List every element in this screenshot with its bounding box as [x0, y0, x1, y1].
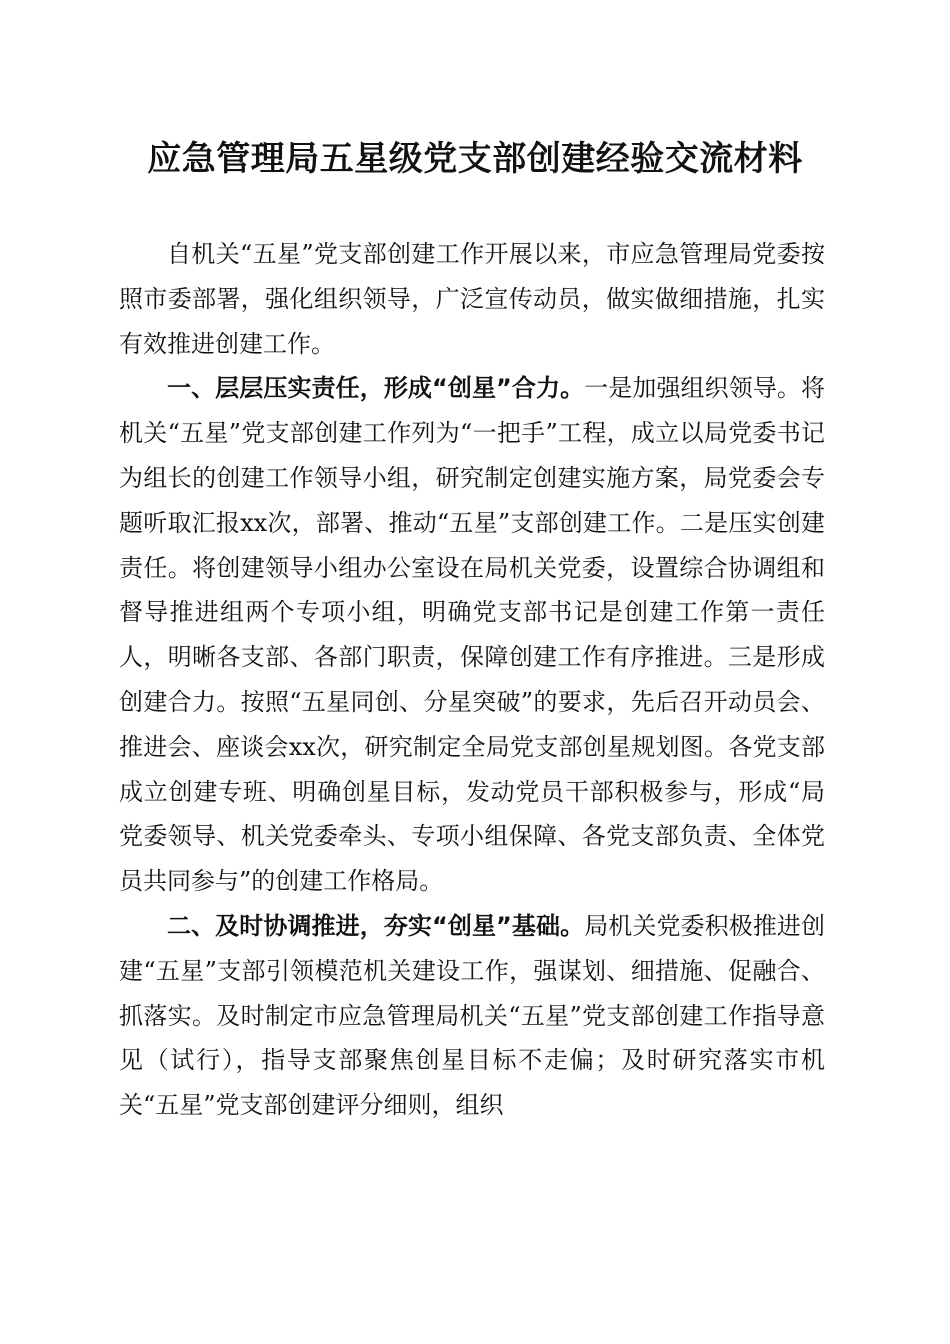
document-body: [119, 232, 825, 1128]
intro-paragraph: 自机关“五星”党支部创建工作开展以来，市应急管理局党委按照市委部署，强化组织领导，广泛宣传动员，做实做细措施，扎实有效推进创建工作。: [119, 240, 825, 358]
section-1-heading: 一、层层压实责任，形成“创星”合力。: [167, 374, 585, 403]
section-1-paragraph: [119, 366, 825, 904]
section-2-text: 局机关党委积极推进创建“五星”支部引领模范机关建设工作，强谋划、细措施、促融合、抓落实。及时制定市应急管理局机关“五星”党支部创建工作指导意见（试行），指导支部聚焦创星目标不走偏；及时研究落实市机关“五星”党支部创建评分细则，组织: [119, 911, 826, 1120]
section-2-paragraph: [119, 904, 825, 1128]
section-1-text: 一是加强组织领导。将机关“五星”党支部创建工作列为“一把手”工程，成立以局党委书记为组长的创建工作领导小组，研究制定创建实施方案，局党委会专题听取汇报xx次，部署、推动“五星”支部创建工作。二是压实创建责任。将创建领导小组办公室设在局机关党委，设置综合协调组和督导推进组两个专项小组，明确党支部书记是创建工作第一责任人，明晰各支部、各部门职责，保障创建工作有序推进。三是形成创建合力。按照“五星同创、分星突破”的要求，先后召开动员会、推进会、座谈会xx次，研究制定全局党支部创星规划图。各党支部成立创建专班、明确创星目标，发动党员干部积极参与，形成“局党委领导、机关党委牵头、专项小组保障、各党支部负责、全体党员共同参与”的创建工作格局。: [119, 374, 826, 896]
document-title: 应急管理局五星级党支部创建经验交流材料: [147, 139, 803, 179]
section-2-heading: 二、及时协调推进，夯实“创星”基础。: [167, 911, 585, 940]
